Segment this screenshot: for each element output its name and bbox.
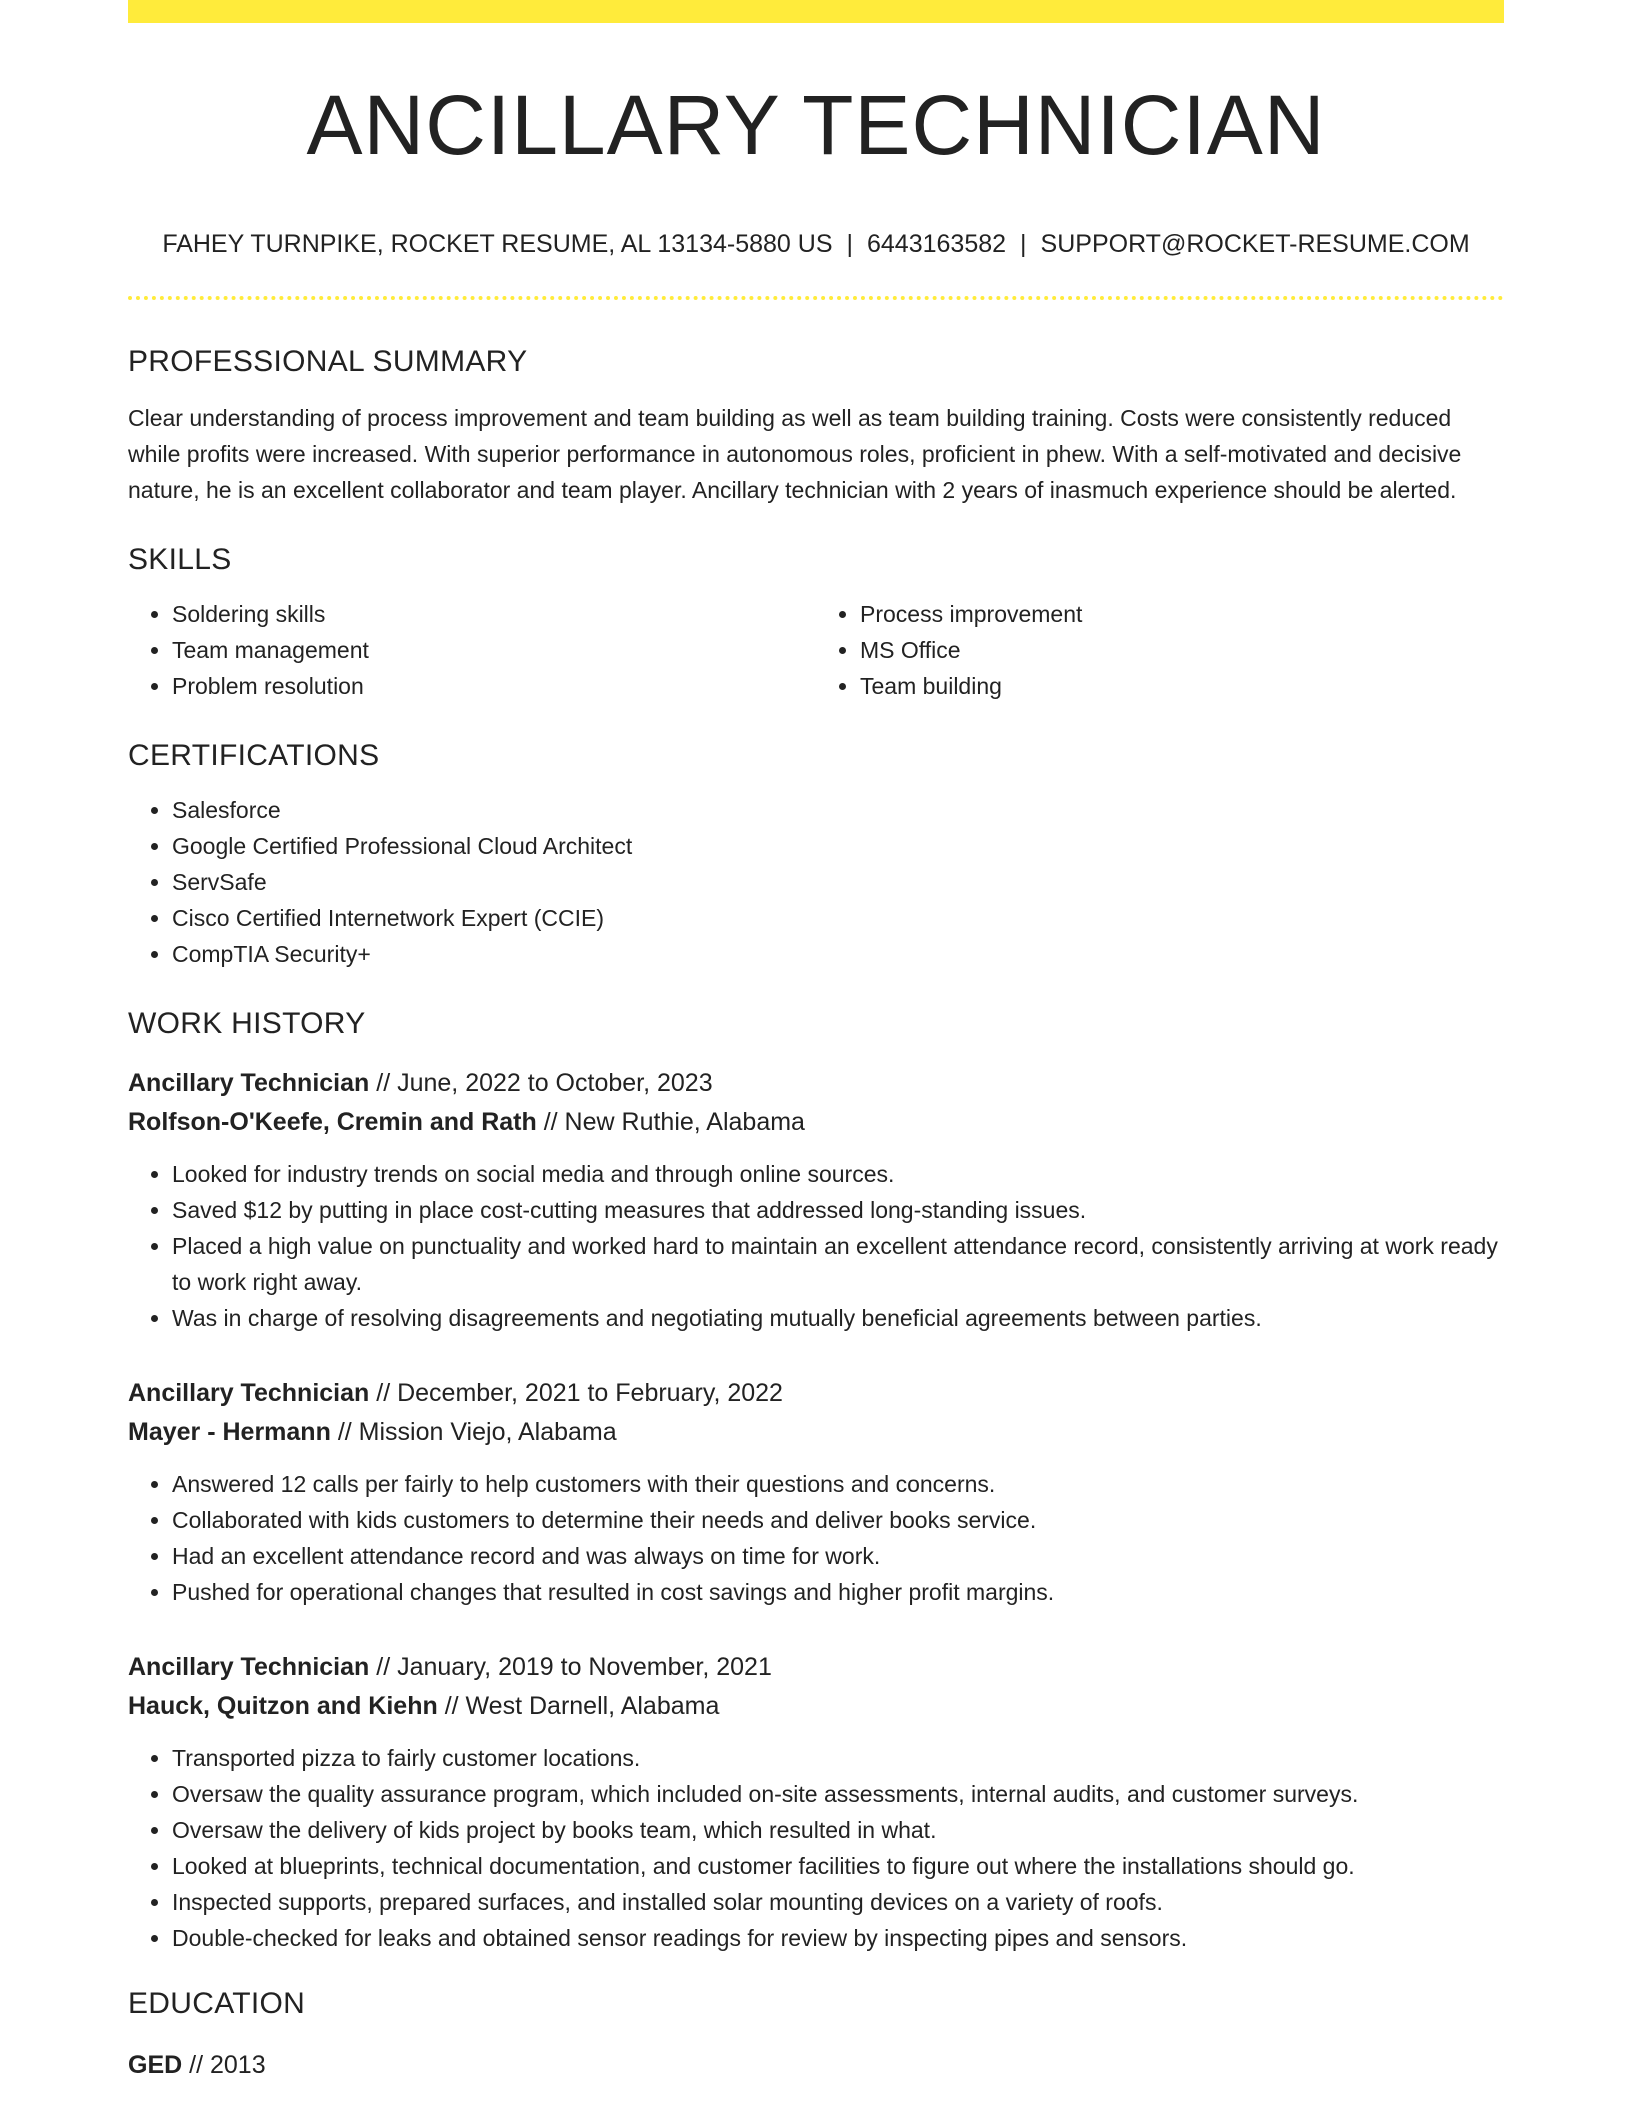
job-bullets <box>128 1740 1504 1956</box>
job-bullet: • Inspected supports, prepared surfaces, and installed solar mounting devices on a variety of roofs. <box>172 1884 1504 1920</box>
job-bullet: • Placed a high value on punctuality and worked hard to maintain an excellent attendance record, consistently arriving at work ready to work right away. <box>172 1228 1504 1300</box>
skill-item: • Problem resolution <box>172 668 816 704</box>
job-bullet: • Was in charge of resolving disagreements and negotiating mutually beneficial agreements between parties. <box>172 1300 1504 1336</box>
summary-text: Clear understanding of process improvement and team building as well as team building training. Costs were consistently reduced while profits were increased. With superior performance in autonomous roles, proficient in phew. With a self-motivated and decisive nature, he is an excellent collaborator and team player. Ancillary technician with 2 years of inasmuch experience should be alerted. <box>128 405 1462 503</box>
job-bullet: • Looked for industry trends on social media and through online sources. <box>172 1156 1504 1192</box>
skill-item: • Team building <box>860 668 1504 704</box>
education-entry <box>128 2046 1504 2085</box>
education-year: // 2013 <box>189 2051 266 2079</box>
certification-item: • ServSafe <box>172 864 1504 900</box>
skill-item: • MS Office <box>860 632 1504 668</box>
skill-item: • Soldering skills <box>172 596 816 632</box>
job-bullet: • Saved $12 by putting in place cost-cutting measures that addressed long-standing issues. <box>172 1192 1504 1228</box>
candidate-title: ANCILLARY TECHNICIAN <box>306 78 1326 172</box>
job-bullet: • Collaborated with kids customers to determine their needs and deliver books service. <box>172 1502 1504 1538</box>
work-history-heading: WORK HISTORY <box>128 1007 366 1040</box>
job-role: Ancillary Technician <box>128 1653 370 1681</box>
job-bullet: • Pushed for operational changes that resulted in cost savings and higher profit margins. <box>172 1574 1504 1610</box>
job-role-line <box>128 1064 1504 1103</box>
job-bullet: • Oversaw the delivery of kids project by books team, which resulted in what. <box>172 1812 1504 1848</box>
job-bullet: • Double-checked for leaks and obtained sensor readings for review by inspecting pipes and sensors. <box>172 1920 1504 1956</box>
job-bullet: • Transported pizza to fairly customer locations. <box>172 1740 1504 1776</box>
contact-separator: | <box>846 230 853 258</box>
skills-list-right <box>816 596 1504 704</box>
certification-item: • Google Certified Professional Cloud Architect <box>172 828 1504 864</box>
resume-page <box>128 0 1504 2085</box>
job-bullet: • Oversaw the quality assurance program, which included on-site assessments, internal audits, and customer surveys. <box>172 1776 1504 1812</box>
job-entry <box>128 1374 1504 1610</box>
job-company-line <box>128 1687 1504 1726</box>
certification-item: • Cisco Certified Internetwork Expert (CCIE) <box>172 900 1504 936</box>
skill-item: • Process improvement <box>860 596 1504 632</box>
job-location: // Mission Viejo, Alabama <box>337 1418 617 1446</box>
job-bullets <box>128 1156 1504 1336</box>
job-role: Ancillary Technician <box>128 1379 370 1407</box>
skills-list-left <box>128 596 816 704</box>
job-dates: // June, 2022 to October, 2023 <box>376 1069 713 1097</box>
job-role-line <box>128 1648 1504 1687</box>
job-bullet: • Answered 12 calls per fairly to help customers with their questions and concerns. <box>172 1466 1504 1502</box>
certifications-heading: CERTIFICATIONS <box>128 739 380 772</box>
dotted-divider <box>128 296 1504 300</box>
summary-heading: PROFESSIONAL SUMMARY <box>128 345 528 378</box>
job-company: Mayer - Hermann <box>128 1418 331 1446</box>
job-dates: // December, 2021 to February, 2022 <box>376 1379 783 1407</box>
job-location: // West Darnell, Alabama <box>444 1692 720 1720</box>
job-bullets <box>128 1466 1504 1610</box>
job-company-line <box>128 1103 1504 1142</box>
email: SUPPORT@ROCKET-RESUME.COM <box>1040 230 1470 258</box>
job-bullet: • Looked at blueprints, technical documentation, and customer facilities to figure out where the installations should go. <box>172 1848 1504 1884</box>
job-company-line <box>128 1413 1504 1452</box>
job-role-line <box>128 1374 1504 1413</box>
skills-heading: SKILLS <box>128 543 232 576</box>
job-company: Hauck, Quitzon and Kiehn <box>128 1692 438 1720</box>
phone: 6443163582 <box>867 230 1007 258</box>
job-entry <box>128 1064 1504 1336</box>
job-dates: // January, 2019 to November, 2021 <box>376 1653 772 1681</box>
certification-item: • CompTIA Security+ <box>172 936 1504 972</box>
skill-item: • Team management <box>172 632 816 668</box>
certifications-list <box>128 792 1504 972</box>
accent-bar <box>128 0 1504 23</box>
contact-line <box>128 229 1504 259</box>
job-company: Rolfson-O'Keefe, Cremin and Rath <box>128 1108 537 1136</box>
contact-separator: | <box>1020 230 1027 258</box>
job-role: Ancillary Technician <box>128 1069 370 1097</box>
certification-item: • Salesforce <box>172 792 1504 828</box>
education-heading: EDUCATION <box>128 1987 306 2020</box>
skills-grid <box>128 596 1504 704</box>
address: FAHEY TURNPIKE, ROCKET RESUME, AL 13134-5880 US <box>162 230 833 258</box>
education-degree: GED <box>128 2051 183 2079</box>
job-location: // New Ruthie, Alabama <box>543 1108 805 1136</box>
job-entry <box>128 1648 1504 1956</box>
job-bullet: • Had an excellent attendance record and was always on time for work. <box>172 1538 1504 1574</box>
